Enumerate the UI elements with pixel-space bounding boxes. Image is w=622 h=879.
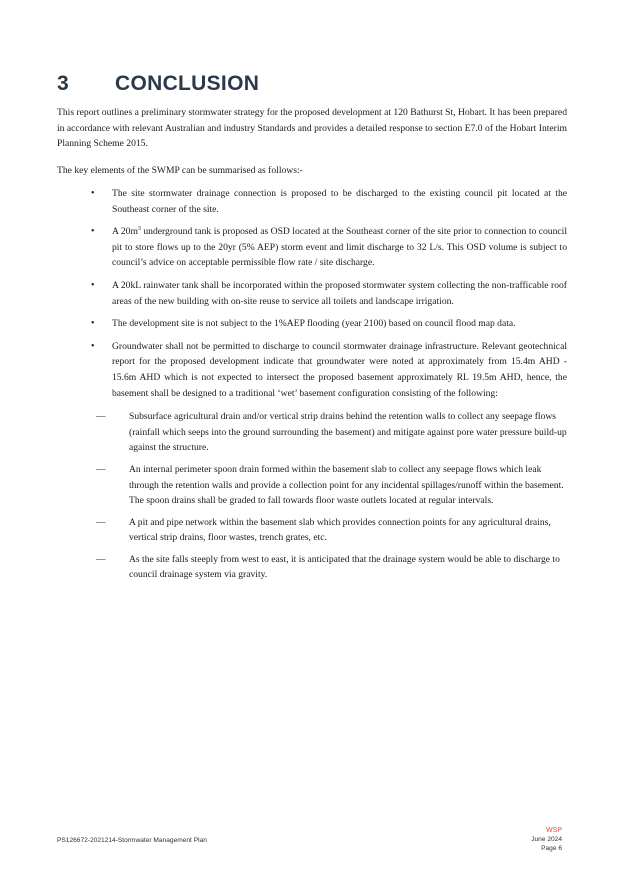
section-number: 3 <box>57 72 69 95</box>
page-number: Page 6 <box>541 845 562 852</box>
section-heading <box>57 72 259 96</box>
list-item <box>57 278 567 309</box>
sub-list-item <box>96 515 567 546</box>
list-item <box>57 224 567 271</box>
footer-date: June 2024 <box>531 836 562 843</box>
sub-list-item <box>96 462 567 509</box>
bullet-icon: • <box>91 226 95 238</box>
bullet-icon: • <box>91 318 95 330</box>
list-item <box>57 339 567 583</box>
list-item <box>57 316 567 332</box>
footer-info <box>531 826 562 853</box>
section-title: CONCLUSION <box>115 72 260 95</box>
key-elements-list <box>57 186 567 590</box>
sub-list-item-text: An internal perimeter spoon drain formed within the basement slab to collect any seepage flows which leak through the retention walls and provide a collection point for any incidental spillages/runoff within the basement. The spoon drains shall be graded to fall towards floor waste outlets located at regular intervals. <box>129 463 564 507</box>
key-elements-label: The key elements of the SWMP can be summarised as follows:- <box>57 165 303 176</box>
superscript: 3 <box>137 226 141 232</box>
list-item-text: The development site is not subject to the 1%AEP flooding (year 2100) based on council flood map data. <box>112 318 516 330</box>
list-item-text: The site stormwater drainage connection is proposed to be discharged to the existing council pit located at the Southeast corner of the site. <box>112 188 567 215</box>
intro-paragraph: This report outlines a preliminary stormwater strategy for the proposed development at 120 Bathurst St, Hobart. It has been prepared in accordance with relevant Australian and industry Standards and provides a detailed response to section E7.0 of the Hobart Interim Planning Scheme 2015. <box>57 107 567 150</box>
list-item-text: Groundwater shall not be permitted to discharge to council stormwater drainage infrastructure. Relevant geotechnical report for the proposed development indicate that groundwater were noted at approximately from 15.4m AHD - 15.6m AHD which is not expected to intersect the proposed basement approximately RL 19.5m AHD, hence, the basement shall be designed to a traditional ‘wet’ basement configuration consisting of the following: <box>112 340 567 399</box>
dash-icon: — <box>96 463 106 475</box>
dash-icon: — <box>96 411 106 423</box>
dash-icon: — <box>96 516 106 528</box>
list-item-text: A 20kL rainwater tank shall be incorporated within the proposed stormwater system collecting the non-trafficable roof areas of the new building with on-site reuse to service all toilets and landscape irrigation. <box>112 279 567 307</box>
list-item-text-part: A 20m <box>112 226 138 238</box>
list-item-text <box>112 226 567 268</box>
sub-list-item <box>96 552 567 583</box>
footer-document-ref: PS126672-2021214-Stormwater Management Plan <box>57 837 207 844</box>
bullet-icon: • <box>91 279 95 291</box>
basement-configuration-list <box>96 409 567 583</box>
bullet-icon: • <box>91 340 95 352</box>
list-item-text-part: underground tank is proposed as OSD located at the Southeast corner of the site prior to connection to council pit to store flows up to the 20yr (5% AEP) storm event and limit discharge to 32 L/s. This OSD volume is subject to council’s advice on acceptable permissible flow rate / site discharge. <box>112 226 567 269</box>
sub-list-item-text: Subsurface agricultural drain and/or vertical strip drains behind the retention walls to collect any seepage flows (rainfall which seeps into the ground surrounding the basement) and mitigate against pore water pressure build-up against the structure. <box>129 411 567 454</box>
bullet-icon: • <box>91 188 95 199</box>
dash-icon: — <box>96 553 106 565</box>
sub-list-item-text: A pit and pipe network within the basement slab which provides connection points for any agricultural drains, vertical strip drains, floor wastes, trench grates, etc. <box>129 516 551 544</box>
brand-logo: WSP <box>546 827 562 834</box>
list-item <box>57 186 567 217</box>
sub-list-item <box>96 409 567 456</box>
sub-list-item-text: As the site falls steeply from west to east, it is anticipated that the drainage system would be able to discharge to council drainage system via gravity. <box>129 553 560 581</box>
